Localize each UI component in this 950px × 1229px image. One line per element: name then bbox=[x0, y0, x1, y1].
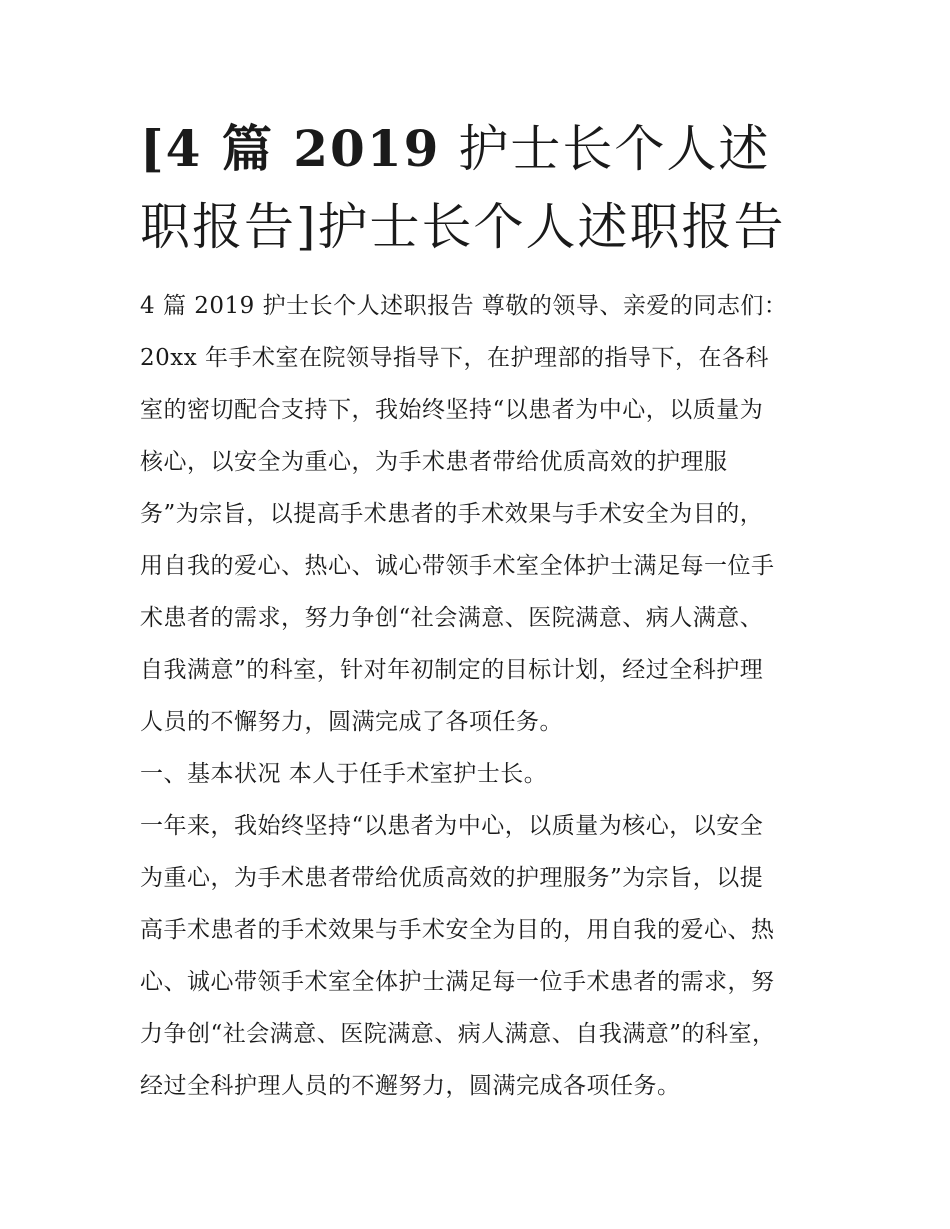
document-title bbox=[140, 110, 820, 266]
body-line: 人员的不懈努力，圆满完成了各项任务。 bbox=[140, 709, 563, 735]
body-line: 高手术患者的手术效果与手术安全为目的，用自我的爱心、热 bbox=[140, 917, 775, 943]
body-line: 经过全科护理人员的不邂努力，圆满完成各项任务。 bbox=[140, 1073, 681, 1099]
body-line: 4 篇 2019 护士长个人述职报告 尊敬的领导、亲爱的同志们： bbox=[140, 293, 788, 319]
body-line: 自我满意”的科室，针对年初制定的目标计划，经过全科护理 bbox=[140, 657, 764, 683]
body-line: 核心，以安全为重心，为手术患者带给优质高效的护理服 bbox=[140, 449, 728, 475]
body-line: 室的密切配合支持下，我始终坚持“以患者为中心，以质量为 bbox=[140, 397, 764, 423]
document-title-bold: [4 篇 2019 bbox=[140, 119, 441, 178]
body-line: 为重心，为手术患者带给优质高效的护理服务”为宗旨，以提 bbox=[140, 865, 764, 891]
section-heading-line: 一、基本状况 本人于任手术室护士长。 bbox=[140, 761, 548, 787]
body-line: 心、诚心带领手术室全体护士满足每一位手术患者的需求，努 bbox=[140, 969, 775, 995]
document-body bbox=[140, 280, 820, 1112]
body-line: 20xx 年手术室在院领导指导下，在护理部的指导下，在各科 bbox=[140, 345, 770, 371]
body-line: 用自我的爱心、热心、诚心带领手术室全体护士满足每一位手 bbox=[140, 553, 775, 579]
body-line: 术患者的需求，努力争创“社会满意、医院满意、病人满意、 bbox=[140, 605, 764, 631]
body-line: 一年来，我始终坚持“以患者为中心，以质量为核心，以安全 bbox=[140, 813, 764, 839]
document-title-rest: 护士长个人述职报告]护士长个人述职报告 bbox=[140, 120, 786, 256]
body-line: 力争创“社会满意、医院满意、病人满意、自我满意”的科室， bbox=[140, 1021, 776, 1047]
body-line: 务”为宗旨，以提高手术患者的手术效果与手术安全为目的， bbox=[140, 501, 764, 527]
